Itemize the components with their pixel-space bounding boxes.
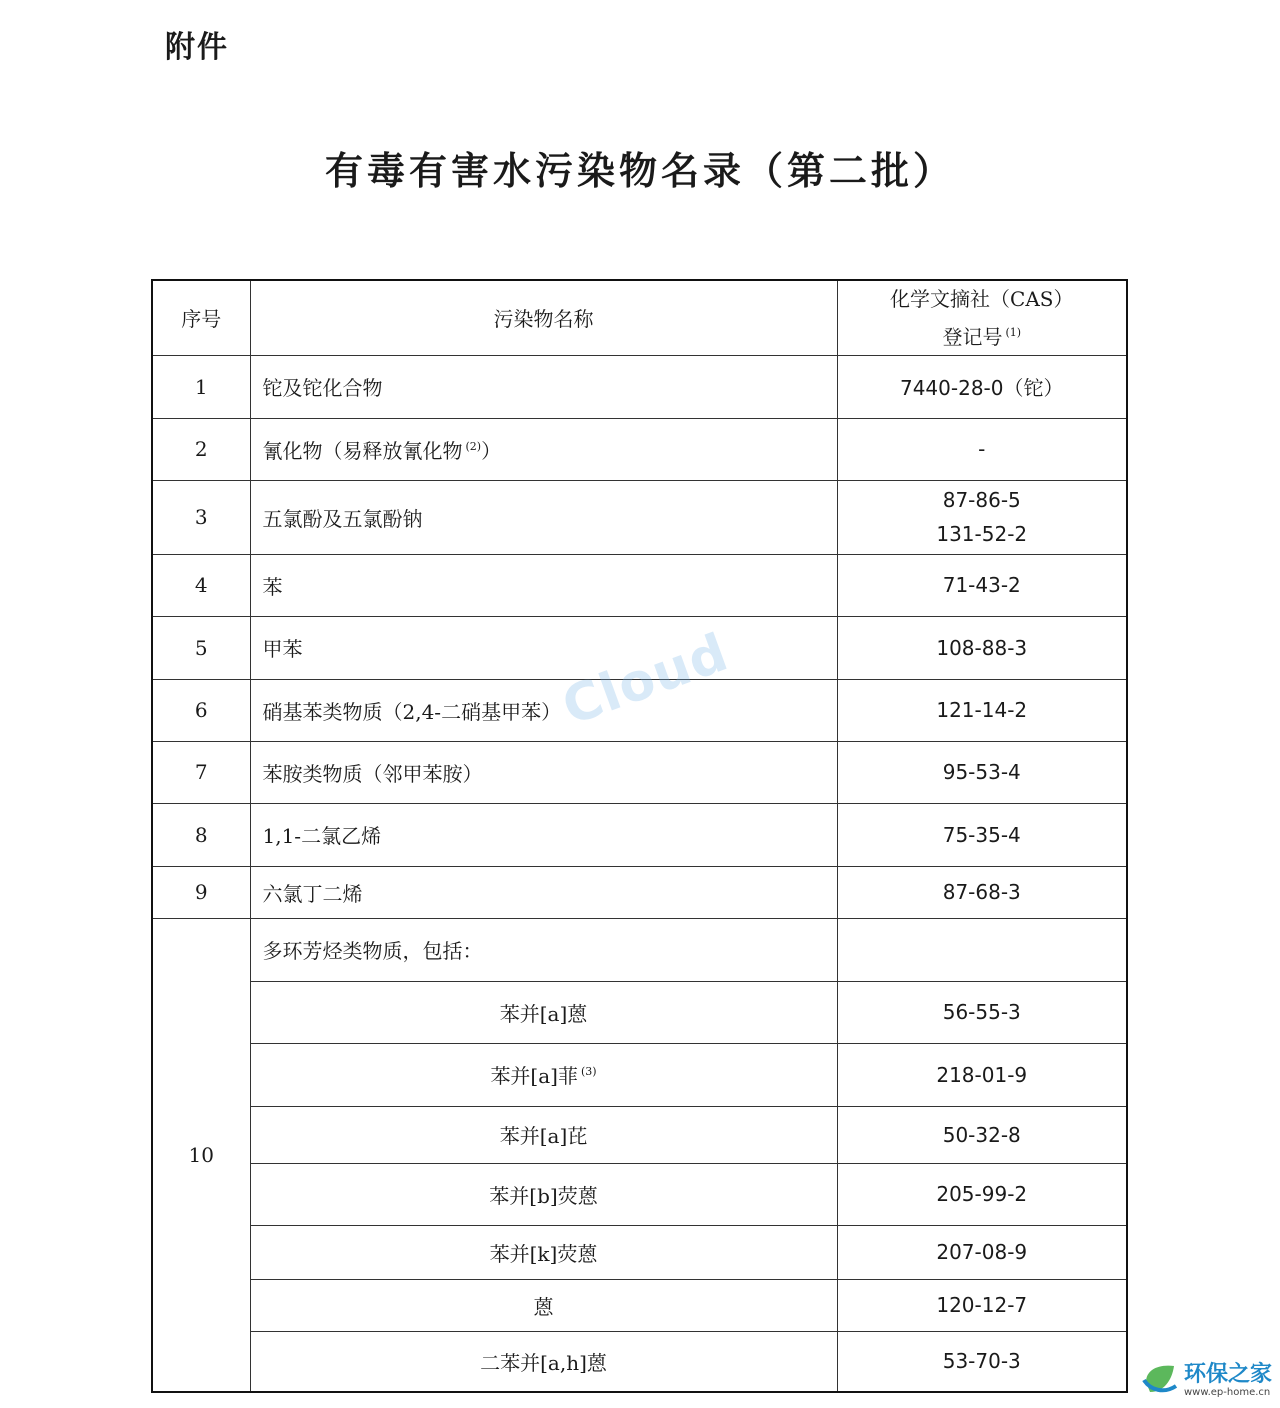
row-cas: 75-35-4 (837, 803, 1127, 866)
row-name: 1,1-二氯乙烯 (250, 803, 837, 866)
row-seq: 1 (152, 355, 250, 418)
site-logo (1140, 1360, 1272, 1400)
table-row (152, 741, 1127, 803)
row-name-tail: ） (481, 438, 502, 463)
row-name: 甲苯 (250, 616, 837, 679)
row-name: 苯 (250, 554, 837, 616)
row-cas: - (837, 418, 1127, 480)
logo-text (1184, 1363, 1272, 1398)
row-cas: 121-14-2 (837, 679, 1127, 741)
row-name: 二苯并[a,h]蒽 (250, 1331, 837, 1392)
row-cas: 218-01-9 (837, 1043, 1127, 1106)
row-seq: 4 (152, 554, 250, 616)
header-cas-line2: 登记号 (942, 324, 1003, 349)
row-name: 铊及铊化合物 (250, 355, 837, 418)
table-header-row (152, 280, 1127, 355)
row-seq-group: 10 (152, 918, 250, 1392)
row-cas: 7440-28-0（铊） (837, 355, 1127, 418)
row-name (250, 1043, 837, 1106)
table-row (152, 866, 1127, 918)
row-name: 苯并[k]荧蒽 (250, 1225, 837, 1279)
row-seq: 5 (152, 616, 250, 679)
row-name: 五氯酚及五氯酚钠 (250, 480, 837, 554)
header-seq: 序号 (152, 280, 250, 355)
row-name-text: 苯并[a]菲 (490, 1064, 578, 1088)
table-row-sub (152, 1043, 1127, 1106)
table-row (152, 554, 1127, 616)
table-row-sub (152, 1279, 1127, 1331)
row-cas-line1: 87-86-5 (942, 488, 1021, 512)
footnote-ref: (3) (580, 1065, 597, 1078)
row-seq: 6 (152, 679, 250, 741)
logo-url: www.ep-home.cn (1183, 1386, 1271, 1398)
table-row-sub (152, 981, 1127, 1043)
row-cas: 50-32-8 (837, 1106, 1127, 1163)
row-name: 蒽 (250, 1279, 837, 1331)
row-name: 硝基苯类物质（2,4-二硝基甲苯） (250, 679, 837, 741)
table-row-sub (152, 1331, 1127, 1392)
table-row (152, 355, 1127, 418)
page-title: 有毒有害水污染物名录（第二批） (324, 149, 955, 193)
row-cas: 207-08-9 (837, 1225, 1127, 1279)
table-row-sub (152, 1225, 1127, 1279)
footnote-ref: (1) (1005, 325, 1022, 339)
attachment-label: 附件 (165, 30, 229, 65)
table-row (152, 679, 1127, 741)
table-row (152, 418, 1127, 480)
header-cas (837, 280, 1127, 355)
cloud-watermark: Cloud (554, 622, 737, 738)
table-row-group-header (152, 918, 1127, 981)
table-row (152, 803, 1127, 866)
row-name: 苯并[b]荧蒽 (250, 1163, 837, 1225)
row-cas-empty (837, 918, 1127, 981)
row-cas: 71-43-2 (837, 554, 1127, 616)
row-seq: 7 (152, 741, 250, 803)
pollutant-table (151, 279, 1128, 1393)
leaf-icon (1140, 1360, 1180, 1400)
row-cas: 53-70-3 (837, 1331, 1127, 1392)
row-seq: 8 (152, 803, 250, 866)
table-row-sub (152, 1163, 1127, 1225)
row-seq: 9 (152, 866, 250, 918)
table-row (152, 616, 1127, 679)
table-row (152, 480, 1127, 554)
row-cas-line2: 131-52-2 (936, 522, 1028, 546)
row-cas: 205-99-2 (837, 1163, 1127, 1225)
row-cas (837, 480, 1127, 554)
row-name-group: 多环芳烃类物质，包括： (250, 918, 837, 981)
logo-name: 环保之家 (1183, 1361, 1272, 1387)
header-name: 污染物名称 (250, 280, 837, 355)
row-name: 苯胺类物质（邻甲苯胺） (250, 741, 837, 803)
table-row-sub (152, 1106, 1127, 1163)
header-cas-line2-wrap (838, 316, 1127, 354)
row-name (250, 418, 837, 480)
row-cas: 87-68-3 (837, 866, 1127, 918)
footnote-ref: (2) (465, 439, 482, 453)
row-seq: 2 (152, 418, 250, 480)
row-cas: 108-88-3 (837, 616, 1127, 679)
header-cas-line1: 化学文摘社（CAS） (890, 286, 1074, 311)
row-cas: 56-55-3 (837, 981, 1127, 1043)
row-name: 六氯丁二烯 (250, 866, 837, 918)
row-cas: 95-53-4 (837, 741, 1127, 803)
row-seq: 3 (152, 480, 250, 554)
row-cas: 120-12-7 (837, 1279, 1127, 1331)
row-name-text: 氰化物（易释放氰化物 (262, 438, 463, 463)
row-name: 苯并[a]芘 (250, 1106, 837, 1163)
row-name: 苯并[a]蒽 (250, 981, 837, 1043)
